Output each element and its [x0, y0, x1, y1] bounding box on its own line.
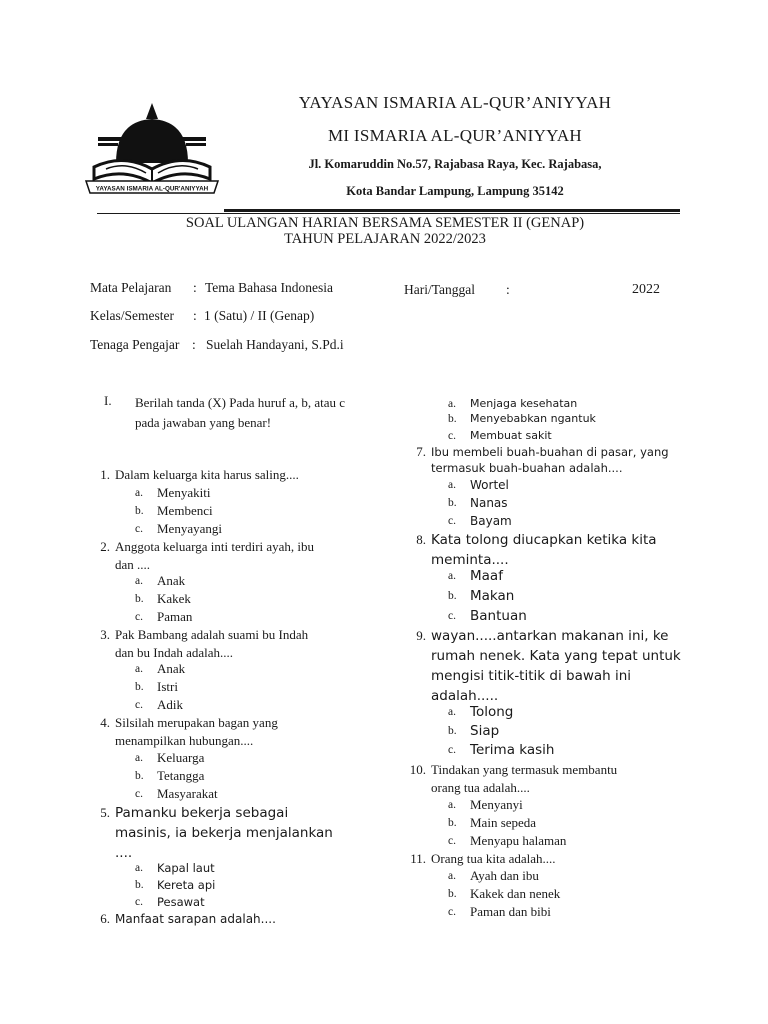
option-text: Kakek	[157, 591, 191, 606]
option-text: Kakek dan nenek	[470, 886, 561, 901]
option-letter: b.	[135, 770, 144, 782]
option-letter: c.	[448, 744, 456, 756]
option-letter: b.	[135, 681, 144, 693]
instruction-line-2: pada jawaban yang benar!	[135, 415, 272, 430]
question-text-line: mengisi titik-titik di bawah ini	[431, 668, 632, 684]
option-text: Istri	[157, 679, 178, 694]
foundation-name: YAYASAN ISMARIA AL-QUR’ANIYYAH	[298, 93, 612, 112]
question-text-line: Pamanku bekerja sebagai	[115, 805, 289, 821]
option-letter: c.	[135, 611, 143, 623]
question-text-line: Orang tua kita adalah....	[431, 851, 556, 866]
option-text: Ayah dan ibu	[470, 868, 539, 883]
option-text: Anak	[157, 573, 186, 588]
teacher-label: Tenaga Pengajar	[90, 337, 180, 352]
question-text-line: Manfaat sarapan adalah....	[115, 912, 276, 926]
option-text: Menyapu halaman	[470, 833, 567, 848]
question-text	[115, 466, 355, 484]
option-letter: a.	[448, 799, 456, 811]
option-text: Makan	[470, 588, 515, 604]
option-text: Membenci	[157, 503, 213, 518]
option-letter: b.	[135, 593, 144, 605]
option-letter: b.	[135, 879, 144, 891]
option-text: Tolong	[470, 704, 514, 720]
section-instruction	[135, 393, 345, 433]
question-text-line: orang tua adalah....	[431, 780, 530, 795]
option-letter: c.	[448, 430, 456, 442]
option-text: Menyanyi	[470, 797, 523, 812]
option-text: Paman	[157, 609, 193, 624]
question-text-line: Anggota keluarga inti terdiri ayah, ibu	[115, 539, 315, 554]
option-text: Menyebabkan ngantuk	[470, 412, 596, 425]
class-colon: :	[193, 308, 197, 323]
question-number: 2.	[100, 539, 110, 554]
class-label: Kelas/Semester	[90, 308, 174, 323]
option-letter: a.	[448, 870, 456, 882]
option-text: Kapal laut	[157, 861, 215, 875]
question-number: 7.	[416, 444, 426, 459]
option-text: Terima kasih	[470, 742, 555, 758]
option-text: Wortel	[470, 478, 509, 492]
question-text-line: Ibu membeli buah-buahan di pasar, yang	[431, 445, 669, 459]
option-text: Maaf	[470, 568, 503, 584]
option-letter: c.	[448, 515, 456, 527]
option-text: Main sepeda	[470, 815, 537, 830]
option-text: Nanas	[470, 496, 508, 510]
option-letter: c.	[448, 906, 456, 918]
option-letter: a.	[135, 862, 143, 874]
date-colon: :	[506, 282, 510, 297]
question-text	[431, 444, 671, 476]
option-text: Bantuan	[470, 608, 527, 624]
option-text: Keluarga	[157, 750, 205, 765]
option-letter: a.	[135, 575, 143, 587]
address-line-2: Kota Bandar Lampung, Lampung 35142	[346, 184, 564, 198]
subject-label: Mata Pelajaran	[90, 280, 172, 295]
question-text-line: dan ....	[115, 557, 151, 572]
option-letter: a.	[448, 479, 456, 491]
question-text-line: Tindakan yang termasuk membantu	[431, 762, 618, 777]
subject-value: Tema Bahasa Indonesia	[205, 280, 334, 295]
option-text: Adik	[157, 697, 183, 712]
question-text-line: dan bu Indah adalah....	[115, 645, 234, 660]
option-letter: b.	[448, 497, 457, 509]
option-text: Anak	[157, 661, 186, 676]
option-text: Menjaga kesehatan	[470, 397, 578, 410]
question-text-line: wayan.....antarkan makanan ini, ke	[431, 628, 669, 644]
instruction-line-1: Berilah tanda (X) Pada huruf a, b, atau c	[135, 395, 346, 410]
option-letter: c.	[135, 896, 143, 908]
question-text	[115, 803, 355, 863]
option-letter: a.	[448, 706, 456, 718]
option-letter: b.	[448, 888, 457, 900]
header-divider-thin	[97, 213, 680, 214]
question-number: 5.	[100, 805, 110, 820]
option-text: Bayam	[470, 514, 512, 528]
option-letter: b.	[448, 590, 457, 602]
teacher-value: Suelah Handayani, S.Pd.i	[206, 337, 344, 352]
option-letter: a.	[448, 398, 456, 410]
date-label: Hari/Tanggal	[404, 282, 476, 297]
question-number: 10.	[409, 762, 426, 777]
option-text: Pesawat	[157, 895, 205, 909]
subject-colon: :	[193, 280, 197, 295]
option-letter: a.	[448, 570, 456, 582]
question-number: 11.	[410, 851, 426, 866]
logo-banner-text: YAYASAN ISMARIA AL-QUR'ANIYYAH	[95, 185, 209, 193]
question-number: 3.	[100, 627, 110, 642]
question-text	[431, 850, 671, 868]
option-letter: c.	[135, 788, 143, 800]
question-number: 8.	[416, 532, 426, 547]
question-number: 6.	[100, 911, 110, 926]
exam-title-line-2: TAHUN PELAJARAN 2022/2023	[284, 231, 486, 247]
option-text: Paman dan bibi	[470, 904, 551, 919]
option-letter: a.	[135, 487, 143, 499]
question-number: 1.	[100, 467, 110, 482]
question-text-line: masinis, ia bekerja menjalankan	[115, 825, 333, 841]
question-text-line: rumah nenek. Kata yang tepat untuk	[431, 648, 681, 664]
exam-title-line-1: SOAL ULANGAN HARIAN BERSAMA SEMESTER II (GENAP)	[185, 215, 585, 231]
question-text	[431, 761, 671, 797]
question-text-line: Kata tolong diucapkan ketika kita	[431, 532, 657, 548]
date-value: 2022	[632, 282, 660, 297]
question-text-line: ....	[115, 845, 133, 861]
exam-title	[90, 215, 680, 247]
option-text: Kereta api	[157, 878, 216, 892]
option-letter: b.	[448, 413, 457, 425]
option-text: Menyayangi	[157, 521, 222, 536]
option-text: Membuat sakit	[470, 429, 552, 442]
question-text	[115, 538, 355, 574]
question-text-line: adalah.....	[431, 688, 499, 704]
question-text-line: Dalam keluarga kita harus saling....	[115, 467, 299, 482]
address-line-1: Jl. Komaruddin No.57, Rajabasa Raya, Kec. Rajabasa,	[308, 157, 602, 171]
question-number: 9.	[416, 628, 426, 643]
question-text-line: menampilkan hubungan....	[115, 733, 254, 748]
option-letter: c.	[448, 835, 456, 847]
question-number: 4.	[100, 715, 110, 730]
section-numeral: I.	[104, 393, 112, 408]
question-text-line: Pak Bambang adalah suami bu Indah	[115, 627, 309, 642]
question-text-line: Silsilah merupakan bagan yang	[115, 715, 278, 730]
question-text	[115, 910, 355, 928]
question-text	[431, 626, 681, 706]
option-text: Siap	[470, 723, 500, 739]
option-letter: b.	[448, 817, 457, 829]
header-divider	[224, 209, 680, 212]
class-value: 1 (Satu) / II (Genap)	[204, 308, 315, 323]
option-letter: c.	[135, 523, 143, 535]
question-text	[431, 530, 671, 570]
option-text: Menyakiti	[157, 485, 211, 500]
school-name: MI ISMARIA AL-QUR’ANIYYAH	[328, 126, 582, 145]
option-text: Masyarakat	[157, 786, 218, 801]
option-text: Tetangga	[157, 768, 205, 783]
option-letter: a.	[135, 752, 143, 764]
school-logo	[76, 93, 228, 205]
question-text	[115, 626, 355, 662]
option-letter: b.	[448, 725, 457, 737]
question-text	[115, 714, 355, 750]
question-text-line: meminta....	[431, 552, 509, 568]
option-letter: a.	[135, 663, 143, 675]
option-letter: c.	[448, 610, 456, 622]
question-text-line: termasuk buah-buahan adalah....	[431, 461, 623, 475]
option-letter: c.	[135, 699, 143, 711]
teacher-colon: :	[192, 337, 196, 352]
option-letter: b.	[135, 505, 144, 517]
